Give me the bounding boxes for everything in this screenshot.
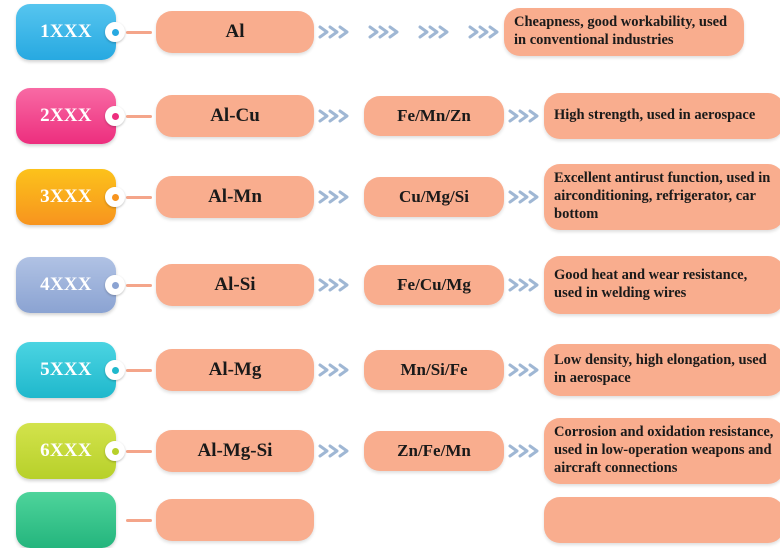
- description-label: Corrosion and oxidation resistance, used in low-operation weapons and aircraft connections: [554, 424, 774, 476]
- chevron-right-triple-icon: [314, 187, 354, 207]
- series-tag-label: 6XXX: [40, 440, 92, 461]
- chevron-right-triple-icon: [314, 275, 354, 295]
- alloy-label: Al-Cu: [210, 105, 260, 126]
- connector-line: [126, 196, 152, 199]
- element-label: Cu/Mg/Si: [399, 187, 469, 206]
- series-tag-1[interactable]: [16, 4, 116, 60]
- diagram-row-6: [0, 418, 780, 484]
- series-tag-3[interactable]: [16, 169, 116, 225]
- connector-line: [126, 369, 152, 372]
- chevron-right-triple-icon: [464, 22, 504, 42]
- chevron-right-triple-icon: [314, 441, 354, 461]
- alloy-pill-1[interactable]: [156, 11, 314, 53]
- alloy-label: Al-Mn: [208, 186, 262, 207]
- description-label: Cheapness, good workability, used in conventional industries: [514, 14, 728, 48]
- connector-line: [126, 115, 152, 118]
- connector-dot-icon: [105, 275, 125, 295]
- connector-dot-icon: [105, 106, 125, 126]
- description-label: Excellent antirust function, used in airconditioning, refrigerator, car bottom: [554, 170, 771, 222]
- alloy-pill-5[interactable]: [156, 349, 314, 391]
- description-label: High strength, used in aerospace: [554, 107, 756, 124]
- diagram-row-1: [0, 4, 780, 60]
- alloy-label: Al: [225, 21, 245, 42]
- series-tag-label: 5XXX: [40, 359, 92, 380]
- description-pill-2[interactable]: [544, 93, 780, 139]
- connector-line: [126, 31, 152, 34]
- element-label: Mn/Si/Fe: [400, 360, 468, 379]
- description-pill-5[interactable]: [544, 344, 780, 396]
- element-label: Zn/Fe/Mn: [397, 441, 471, 460]
- element-spacer: [364, 500, 504, 540]
- series-tag-label: 4XXX: [40, 274, 92, 295]
- connector-line: [126, 519, 152, 522]
- series-tag-2[interactable]: [16, 88, 116, 144]
- diagram-row-7: [0, 492, 780, 548]
- chevron-right-triple-icon: [314, 106, 354, 126]
- alloy-pill-6[interactable]: [156, 430, 314, 472]
- element-pill-6[interactable]: [364, 431, 504, 471]
- series-tag-label: 2XXX: [40, 105, 92, 126]
- series-tag-6[interactable]: [16, 423, 116, 479]
- diagram-row-5: [0, 342, 780, 398]
- chevron-right-triple-icon: [414, 22, 454, 42]
- chevron-right-triple-icon: [504, 441, 544, 461]
- alloy-label: Al-Mg-Si: [197, 440, 273, 461]
- connector-dot-icon: [105, 187, 125, 207]
- chevron-right-triple-icon: [504, 187, 544, 207]
- description-pill-1[interactable]: [504, 8, 744, 55]
- diagram-row-3: [0, 164, 780, 230]
- alloy-pill-4[interactable]: [156, 264, 314, 306]
- description-pill-3[interactable]: [544, 164, 780, 230]
- description-label: Low density, high elongation, used in aerospace: [554, 352, 767, 386]
- chevron-right-triple-icon: [504, 106, 544, 126]
- element-pill-5[interactable]: [364, 350, 504, 390]
- alloy-label: Al-Mg: [208, 359, 262, 380]
- chevron-right-triple-icon: [314, 22, 354, 42]
- description-pill-6[interactable]: [544, 418, 780, 484]
- alloy-pill-7[interactable]: [156, 499, 314, 541]
- connector-line: [126, 284, 152, 287]
- chevron-right-triple-icon: [504, 275, 544, 295]
- connector-dot-icon: [105, 22, 125, 42]
- element-label: Fe/Mn/Zn: [397, 106, 471, 125]
- alloy-label: Al-Si: [214, 274, 256, 295]
- alloy-pill-3[interactable]: [156, 176, 314, 218]
- series-tag-label: 1XXX: [40, 21, 92, 42]
- series-tag-4[interactable]: [16, 257, 116, 313]
- chevron-right-triple-icon: [364, 22, 404, 42]
- element-pill-4[interactable]: [364, 265, 504, 305]
- alloy-pill-2[interactable]: [156, 95, 314, 137]
- chevron-right-triple-icon: [504, 360, 544, 380]
- diagram-row-4: [0, 256, 780, 314]
- series-tag-7[interactable]: [16, 492, 116, 548]
- connector-dot-icon: [105, 441, 125, 461]
- description-pill-4[interactable]: [544, 256, 780, 314]
- description-label: Good heat and wear resistance, used in welding wires: [554, 267, 748, 301]
- element-pill-3[interactable]: [364, 177, 504, 217]
- series-tag-5[interactable]: [16, 342, 116, 398]
- connector-dot-icon: [105, 360, 125, 380]
- diagram-row-2: [0, 88, 780, 144]
- element-label: Fe/Cu/Mg: [397, 275, 471, 294]
- connector-line: [126, 450, 152, 453]
- element-pill-2[interactable]: [364, 96, 504, 136]
- series-tag-label: 3XXX: [40, 186, 92, 207]
- chevron-right-triple-icon: [314, 360, 354, 380]
- description-pill-7[interactable]: [544, 497, 780, 543]
